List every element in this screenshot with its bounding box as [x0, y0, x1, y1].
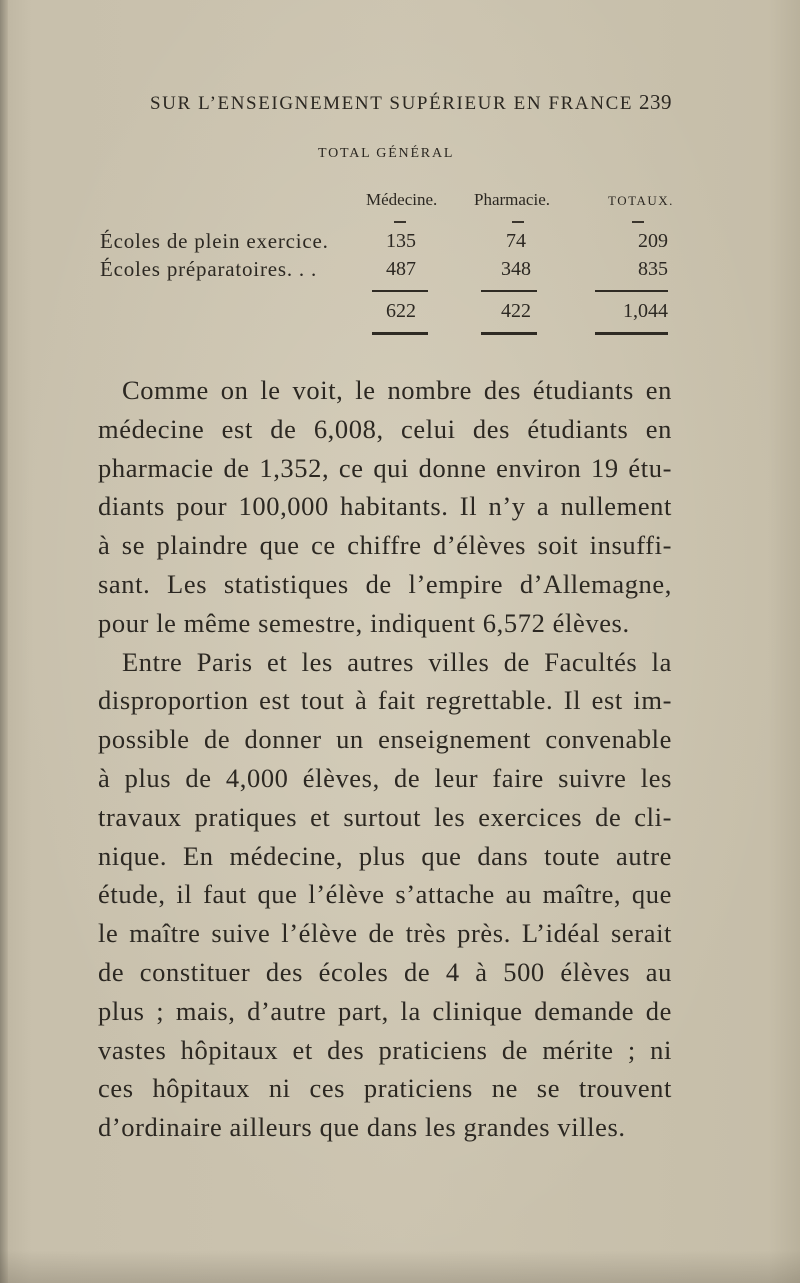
text-line: diants pour 100,000 habitants. Il n’y a nullement: [98, 491, 672, 522]
text-line: disproportion est tout à fait regrettable. Il est im-: [98, 685, 672, 716]
cell-medecine: 135: [386, 230, 416, 252]
text-line: Entre Paris et les autres villes de Facultés la: [122, 646, 672, 677]
text-line: sant. Les statistiques de l’empire d’Allemagne,: [98, 568, 672, 599]
text-line: Comme on le voit, le nombre des étudiants en: [122, 375, 672, 405]
text-line: ces hôpitaux ni ces praticiens ne se trouvent: [98, 1073, 672, 1104]
text-line: le maître suive l’élève de très près. L’idéal serait: [98, 918, 672, 949]
text-line: pour le même semestre, indiquent 6,572 élèves.: [98, 607, 630, 638]
sum-rule-pharmacie: [481, 290, 537, 292]
total-pharmacie: 422: [501, 300, 531, 322]
column-header-totaux: TOTAUX.: [608, 193, 674, 208]
sum-rule-medecine: [372, 290, 428, 292]
sum-rule-totaux: [595, 290, 668, 292]
total-totaux: 1,044: [623, 300, 668, 322]
double-rule-totaux: [595, 332, 668, 335]
text-line: plus ; mais, d’autre part, la clinique demande de: [98, 995, 672, 1026]
body-text: [98, 371, 672, 1147]
text-line: d’ordinaire ailleurs que dans les grandes villes.: [98, 1112, 626, 1143]
column-header-medecine: Médecine.: [366, 190, 438, 209]
running-head: [150, 90, 672, 115]
double-rule-medecine: [372, 332, 428, 335]
text-line: de constituer des écoles de 4 à 500 élèves au: [98, 956, 672, 987]
row-label-plein-exercice: Écoles de plein exercice.: [100, 229, 329, 253]
text-line: médecine est de 6,008, celui des étudiants en: [98, 413, 672, 444]
double-rule-pharmacie: [481, 332, 537, 335]
column-dash-medecine: [394, 221, 406, 223]
text-line: à plus de 4,000 élèves, de leur faire suivre les: [98, 762, 672, 793]
page-edge: [0, 0, 8, 1283]
column-dash-pharmacie: [512, 221, 524, 223]
cell-medecine: 487: [386, 258, 416, 280]
row-label-preparatoires: Écoles préparatoires. . .: [100, 257, 318, 281]
text-line: à se plaindre que ce chiffre d’élèves soit insuffi-: [98, 530, 672, 561]
page-bottom-shadow: [0, 1250, 800, 1283]
cell-totaux: 209: [638, 230, 668, 252]
text-line: vastes hôpitaux et des praticiens de mérite ; ni: [98, 1034, 672, 1065]
cell-totaux: 835: [638, 258, 668, 280]
column-dash-totaux: [632, 221, 644, 223]
total-medecine: 622: [386, 300, 416, 322]
text-line: possible de donner un enseignement convenable: [98, 724, 672, 755]
text-line: étude, il faut que l’élève s’attache au maître, que: [98, 879, 672, 910]
text-line: pharmacie de 1,352, ce qui donne environ 19 étu-: [98, 452, 672, 483]
text-line: nique. En médecine, plus que dans toute autre: [98, 840, 672, 871]
cell-pharmacie: 74: [506, 230, 526, 252]
running-head-title: SUR L’ENSEIGNEMENT SUPÉRIEUR EN FRANCE: [150, 93, 634, 114]
table-title: TOTAL GÉNÉRAL: [318, 146, 455, 161]
text-line: travaux pratiques et surtout les exercices de cli-: [98, 801, 672, 832]
column-header-pharmacie: Pharmacie.: [474, 190, 550, 209]
page-number: 239: [639, 90, 672, 114]
cell-pharmacie: 348: [501, 258, 531, 280]
